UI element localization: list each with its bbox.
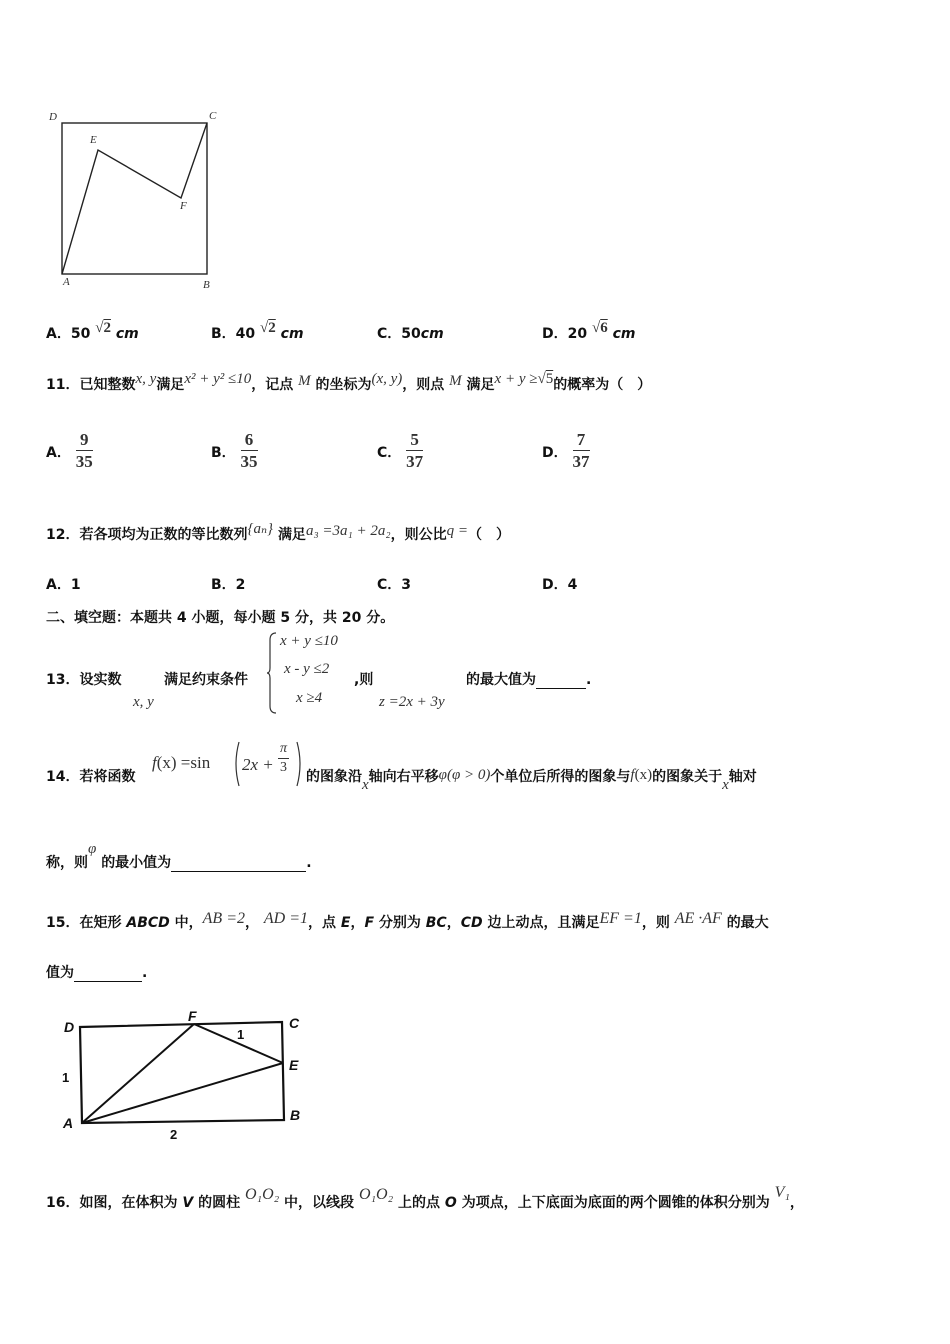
fig15-label-E: E [289,1057,299,1073]
q12-option-b: B．2 [211,577,246,593]
q13-brace [266,632,278,714]
q14-left-paren [232,741,240,787]
section-heading: 二、填空题：本题共 4 小题，每小题 5 分，共 20 分。 [46,610,395,626]
q11-option-a: A． $\frac{9}{35}$ [46,430,93,471]
fig15-label-C: C [289,1015,300,1031]
q13-then: ,则 [354,672,374,688]
q13-xy: x, y [133,694,154,710]
q16-stem: 16．如图，在体积为 V 的圆柱 O₁O₂ 中，以线段 O₁O₂ 上的点 O 为项点，上下底面为底面的两个圆锥的体积分别为 V₁， [46,1184,804,1211]
zigzag-path [62,123,207,274]
q14-right-paren [296,741,304,787]
q13-lead: 13．设实数 [46,672,122,688]
q12-option-d: D．4 [542,577,578,593]
q13-ask: 的最大值为 . [466,672,592,688]
label-B: B [203,279,210,291]
q11-option-d: D． $\frac{7}{37}$ [542,430,590,471]
segment-AE [82,1063,283,1123]
q12-option-c: C．3 [377,577,412,593]
q12-stem: 12．若各项均为正数的等比数列{aₙ} 满足a₃ =3a₁ + 2a₂，则公比q =（ ） [46,521,510,543]
label-C: C [209,110,217,122]
q10-option-c: C．50cm [377,326,444,342]
segment-AF [82,1024,194,1123]
fig15-label-F: F [188,1008,197,1024]
q14-line2: 称，则φ 的最小值为 . [46,841,312,871]
label-D: D [49,111,57,123]
q15-stem: 15．在矩形 ABCD 中，AB =2， AD =1，点 E，F 分别为 BC，CD 边上动点，且满足EF =1，则 AE ·AF 的最大 [46,910,769,931]
label-E: E [90,134,97,146]
q12-option-a: A．1 [46,577,81,593]
fig15-label-A: A [63,1115,74,1131]
q10-option-b: B．40 √2 cm [211,320,304,342]
fig15-side-2: 2 [170,1127,178,1142]
fig15-label-B: B [290,1107,301,1123]
q14-function: f(x) =sin [152,753,211,772]
q11-option-c: C． $\frac{5}{37}$ [377,430,424,471]
q13-constraint-text: 满足约束条件 [164,672,248,688]
q10-option-a: A．50 √2 cm [46,320,139,342]
q13-z: z =2x + 3y [379,694,445,710]
q15-line2: 值为 . [46,965,148,981]
q11-option-b: B． $\frac{6}{35}$ [211,430,258,471]
q13-c1: x + y ≤10 [280,633,338,649]
q14-arg: 2x + [242,755,274,774]
q13-c3: x ≥4 [296,690,323,706]
q14-stem: 的图象沿x轴向右平移φ(φ > 0)个单位后所得的图象与f(x)的图象关于x轴对 [306,767,757,793]
q14-lead: 14．若将函数 [46,769,136,785]
square-figure [40,105,230,295]
fig15-label-D: D [64,1019,75,1035]
fig15-side-1: 1 [62,1070,70,1085]
rectangle-figure [60,1010,320,1150]
q11-stem: 11．已知整数x, y满足x² + y² ≤10，记点 M 的坐标为(x, y)，则点 M 满足x + y ≥√5的概率为（ ） [46,371,652,393]
q10-option-d: D．20 √6 cm [542,320,636,342]
fig15-ef-1: 1 [237,1027,245,1042]
label-F: F [180,200,187,212]
q13-c2: x - y ≤2 [284,661,330,677]
q14-fraction: $\frac{\pi}{3}$ [280,741,288,775]
label-A: A [63,276,70,288]
